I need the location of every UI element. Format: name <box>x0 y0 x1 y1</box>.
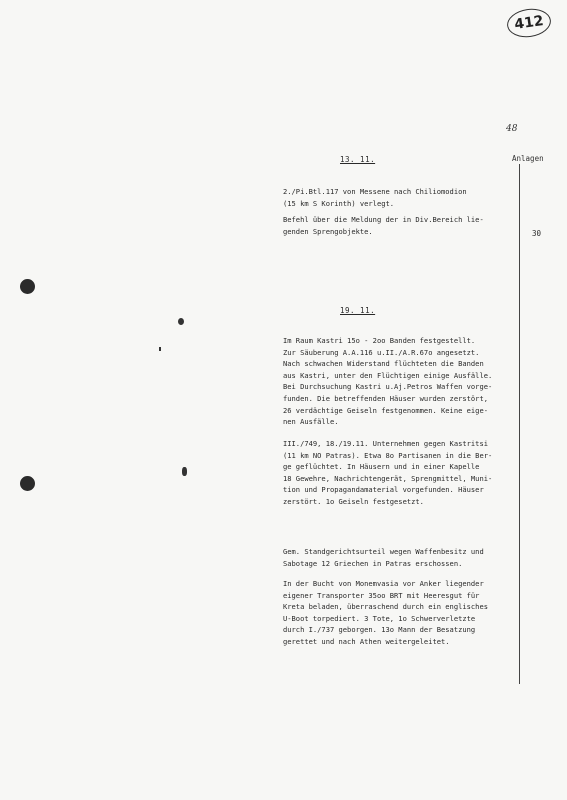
annex-column-divider <box>519 164 520 684</box>
ink-speck <box>159 347 161 351</box>
entry-paragraph: Befehl über die Meldung der in Div.Bereich lie- genden Sprengobjekte. <box>283 215 484 236</box>
entry-paragraph: Im Raum Kastri 15o - 2oo Banden festgestellt. Zur Säuberung A.A.116 u.II./A.R.67o angesetzt. Nach schwachen Widerstand flüchteten die Banden aus Kastri, unter den Flüchtigen einige Ausfälle. Bei Durchsuchung Kastri u.Aj.Petros Waffen vorge- funden. Die betreffenden Häuser wurden zerstört, 26 verdächtige Geiseln festgenommen. Keine eige- nen Ausfälle. <box>283 336 493 427</box>
entry-paragraph: III./749, 18./19.11. Unternehmen gegen Kastritsi (11 km NO Patras). Etwa 8o Partisanen in die Ber- ge geflüchtet. In Häusern und in einer Kapelle 18 Gewehre, Nachrichtengerät, Sprengmittel, Muni- tion und Propagandamaterial vorgefunden. Häuser zerstört. 1o Geiseln festgesetzt. <box>283 439 493 506</box>
page-number: 48 <box>506 124 518 134</box>
entry-paragraph: In der Bucht von Monemvasia vor Anker liegender eigener Transporter 35oo BRT mit Heeresgut für Kreta beladen, überraschend durch ein englisches U-Boot torpediert. 3 Tote, 1o Schwerverletzte durch I./737 geborgen. 13o Mann der Besatzung gerettet und nach Athen weitergeleitet. <box>283 579 488 646</box>
archive-stamp <box>505 6 552 40</box>
ink-speck <box>178 318 184 325</box>
entry-paragraph: 2./Pi.Btl.117 von Messene nach Chiliomodion (15 km S Korinth) verlegt. <box>283 187 467 208</box>
punch-hole-top <box>20 279 35 294</box>
annex-column-header: Anlagen <box>512 154 544 163</box>
archive-stamp-number: 412 <box>513 13 545 33</box>
entry-date: 13. 11. <box>340 155 376 164</box>
entry-paragraph: Gem. Standgerichtsurteil wegen Waffenbesitz und Sabotage 12 Griechen in Patras erschossen. <box>283 547 484 568</box>
entry-date: 19. 11. <box>340 306 376 315</box>
punch-hole-bottom <box>20 476 35 491</box>
annex-reference: 30 <box>532 229 542 238</box>
ink-speck <box>182 467 187 476</box>
